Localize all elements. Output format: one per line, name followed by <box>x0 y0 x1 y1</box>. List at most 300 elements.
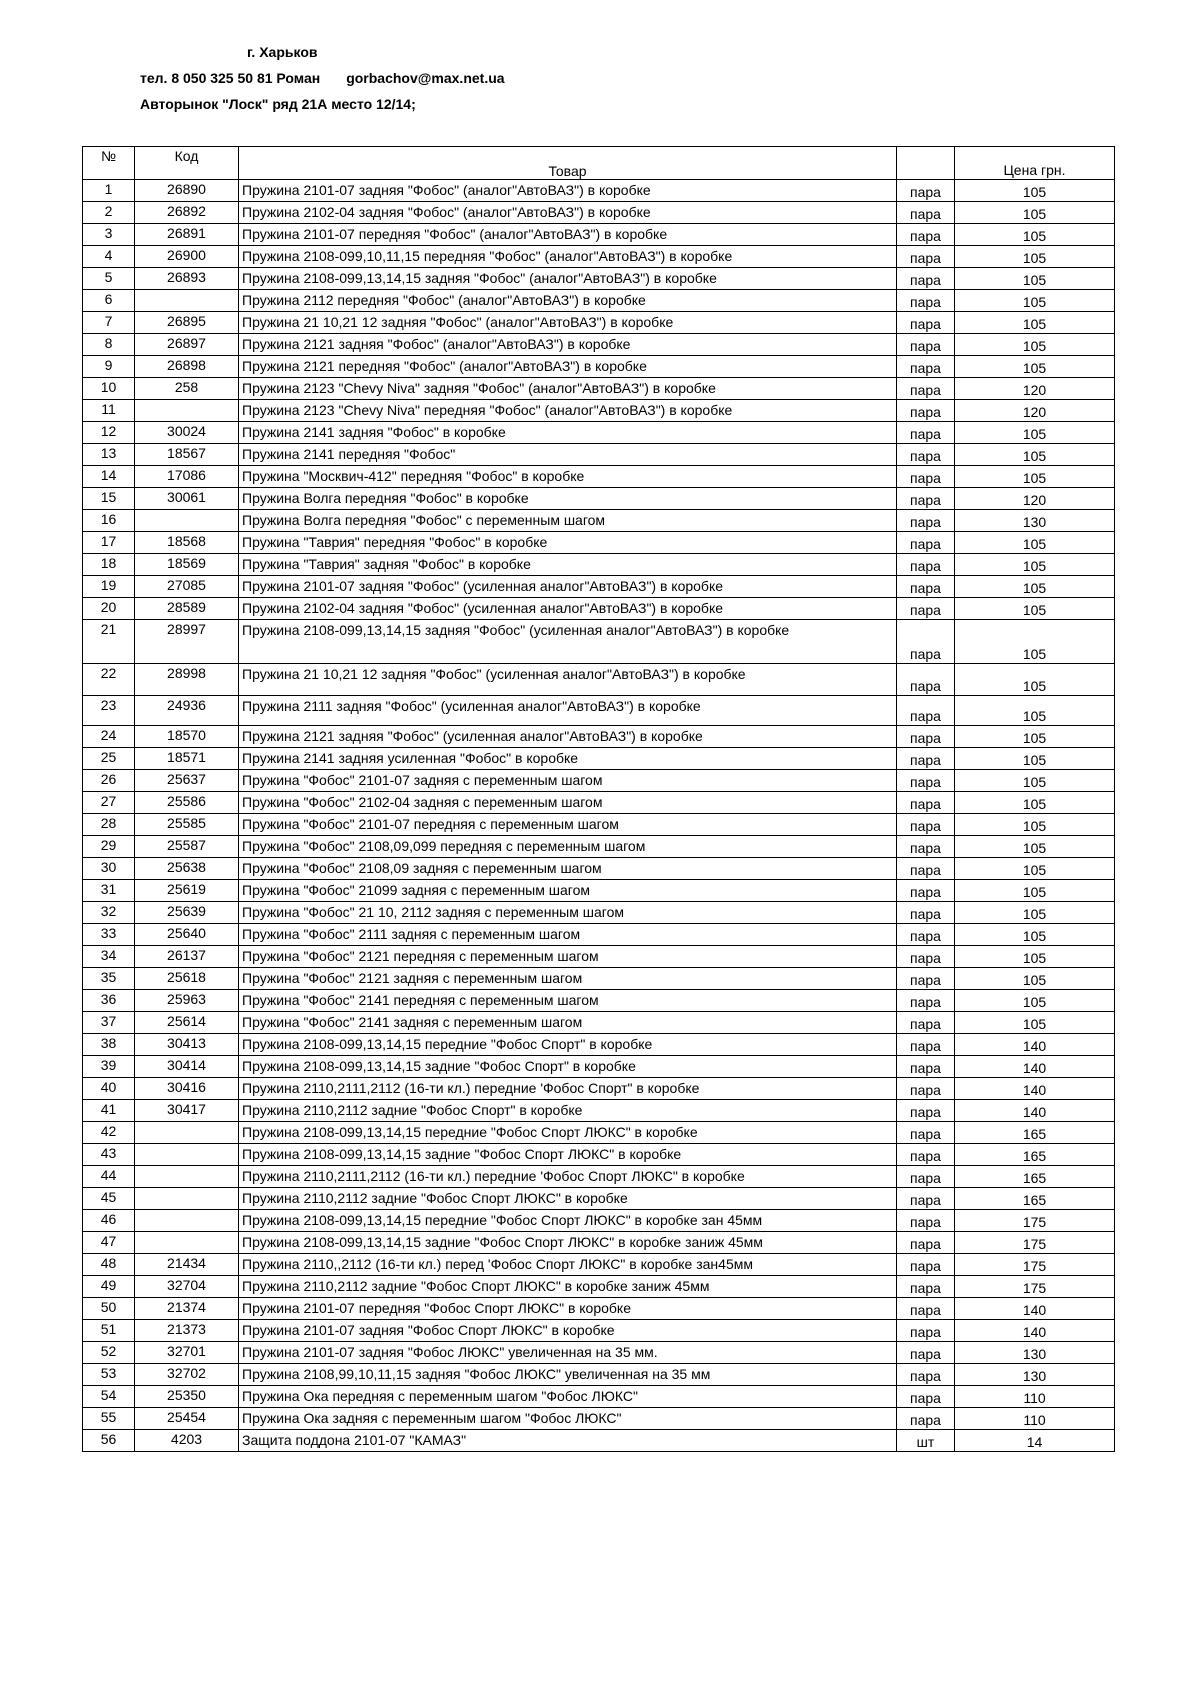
cell-unit: пара <box>897 814 955 836</box>
cell-code: 25963 <box>135 990 239 1012</box>
cell-num: 4 <box>83 246 135 268</box>
cell-code: 28997 <box>135 620 239 664</box>
table-row <box>83 422 1115 444</box>
cell-name: Пружина 2108-099,13,14,15 задняя "Фобос" (усиленная аналог"АвтоВАЗ") в коробке <box>239 620 897 664</box>
cell-num: 47 <box>83 1232 135 1254</box>
cell-name: Пружина 2101-07 задняя "Фобос ЛЮКС" увеличенная на 35 мм. <box>239 1342 897 1364</box>
table-row <box>83 1144 1115 1166</box>
cell-unit: пара <box>897 1298 955 1320</box>
table-row <box>83 202 1115 224</box>
cell-price: 105 <box>955 814 1115 836</box>
cell-unit: пара <box>897 444 955 466</box>
cell-num: 39 <box>83 1056 135 1078</box>
table-row <box>83 312 1115 334</box>
cell-unit: пара <box>897 1034 955 1056</box>
table-header-row <box>83 147 1115 180</box>
cell-num: 24 <box>83 726 135 748</box>
cell-code: 18570 <box>135 726 239 748</box>
cell-name: Пружина 2121 передняя "Фобос" (аналог"АвтоВАЗ") в коробке <box>239 356 897 378</box>
cell-name: Пружина 2102-04 задняя "Фобос" (аналог"АвтоВАЗ") в коробке <box>239 202 897 224</box>
cell-code: 25640 <box>135 924 239 946</box>
table-row <box>83 510 1115 532</box>
cell-unit: пара <box>897 1012 955 1034</box>
table-row <box>83 378 1115 400</box>
cell-code: 21373 <box>135 1320 239 1342</box>
table-row <box>83 696 1115 726</box>
cell-price: 130 <box>955 510 1115 532</box>
table-row <box>83 1034 1115 1056</box>
table-row <box>83 1100 1115 1122</box>
cell-num: 37 <box>83 1012 135 1034</box>
cell-name: Пружина 2110,2111,2112 (16-ти кл.) передние 'Фобос Спорт ЛЮКС" в коробке <box>239 1166 897 1188</box>
cell-price: 105 <box>955 924 1115 946</box>
cell-price: 110 <box>955 1386 1115 1408</box>
table-row <box>83 554 1115 576</box>
cell-code <box>135 290 239 312</box>
table-row <box>83 770 1115 792</box>
cell-num: 26 <box>83 770 135 792</box>
cell-price: 105 <box>955 748 1115 770</box>
cell-price: 105 <box>955 576 1115 598</box>
cell-num: 56 <box>83 1430 135 1452</box>
col-header-num: № <box>83 147 135 180</box>
cell-code: 30413 <box>135 1034 239 1056</box>
cell-code: 30416 <box>135 1078 239 1100</box>
cell-unit: пара <box>897 1342 955 1364</box>
cell-unit: пара <box>897 1254 955 1276</box>
cell-code: 26893 <box>135 268 239 290</box>
cell-unit: пара <box>897 422 955 444</box>
cell-name: Пружина Волга передняя "Фобос" с переменным шагом <box>239 510 897 532</box>
cell-price: 105 <box>955 202 1115 224</box>
cell-num: 54 <box>83 1386 135 1408</box>
table-row <box>83 880 1115 902</box>
cell-unit: пара <box>897 1188 955 1210</box>
cell-price: 105 <box>955 290 1115 312</box>
table-row <box>83 968 1115 990</box>
cell-num: 19 <box>83 576 135 598</box>
cell-code: 25638 <box>135 858 239 880</box>
cell-code: 32701 <box>135 1342 239 1364</box>
cell-code: 30414 <box>135 1056 239 1078</box>
cell-unit: пара <box>897 1408 955 1430</box>
cell-name: Пружина "Фобос" 2101-07 передняя с переменным шагом <box>239 814 897 836</box>
cell-unit: пара <box>897 858 955 880</box>
cell-name: Пружина Волга передняя "Фобос" в коробке <box>239 488 897 510</box>
cell-unit: пара <box>897 1100 955 1122</box>
cell-price: 165 <box>955 1144 1115 1166</box>
table-row <box>83 1122 1115 1144</box>
cell-unit: пара <box>897 312 955 334</box>
cell-name: Пружина 2108-099,13,14,15 передние "Фобос Спорт" в коробке <box>239 1034 897 1056</box>
cell-code: 26895 <box>135 312 239 334</box>
cell-num: 42 <box>83 1122 135 1144</box>
cell-code: 258 <box>135 378 239 400</box>
cell-price: 165 <box>955 1166 1115 1188</box>
cell-name: Пружина 2112 передняя "Фобос" (аналог"АвтоВАЗ") в коробке <box>239 290 897 312</box>
table-row <box>83 1298 1115 1320</box>
cell-num: 5 <box>83 268 135 290</box>
cell-code <box>135 1144 239 1166</box>
col-header-code: Код <box>135 147 239 180</box>
cell-num: 48 <box>83 1254 135 1276</box>
cell-code <box>135 510 239 532</box>
cell-name: Пружина 2110,2112 задние "Фобос Спорт ЛЮКС" в коробке заниж 45мм <box>239 1276 897 1298</box>
cell-price: 120 <box>955 488 1115 510</box>
cell-price: 105 <box>955 696 1115 726</box>
cell-name: Пружина "Фобос" 2121 задняя с переменным шагом <box>239 968 897 990</box>
cell-name: Пружина 2110,2112 задние "Фобос Спорт" в коробке <box>239 1100 897 1122</box>
cell-unit: пара <box>897 880 955 902</box>
cell-name: Пружина 2101-07 задняя "Фобос" (аналог"АвтоВАЗ") в коробке <box>239 180 897 202</box>
cell-num: 45 <box>83 1188 135 1210</box>
cell-num: 53 <box>83 1364 135 1386</box>
cell-code: 25639 <box>135 902 239 924</box>
cell-code: 26890 <box>135 180 239 202</box>
table-row <box>83 1430 1115 1452</box>
table-row <box>83 356 1115 378</box>
cell-unit: шт <box>897 1430 955 1452</box>
cell-code: 25350 <box>135 1386 239 1408</box>
cell-num: 7 <box>83 312 135 334</box>
cell-price: 105 <box>955 990 1115 1012</box>
table-row <box>83 268 1115 290</box>
cell-code: 18568 <box>135 532 239 554</box>
cell-name: Пружина 2123 "Chevy Niva" задняя "Фобос" (аналог"АвтоВАЗ") в коробке <box>239 378 897 400</box>
cell-num: 27 <box>83 792 135 814</box>
cell-num: 34 <box>83 946 135 968</box>
cell-name: Пружина 21 10,21 12 задняя "Фобос" (усиленная аналог"АвтоВАЗ") в коробке <box>239 664 897 696</box>
table-row <box>83 1188 1115 1210</box>
table-row <box>83 1408 1115 1430</box>
cell-name: Пружина 2108,99,10,11,15 задняя "Фобос ЛЮКС" увеличенная на 35 мм <box>239 1364 897 1386</box>
cell-price: 140 <box>955 1056 1115 1078</box>
table-row <box>83 946 1115 968</box>
table-row <box>83 290 1115 312</box>
cell-price: 105 <box>955 422 1115 444</box>
cell-code: 26898 <box>135 356 239 378</box>
col-header-name: Товар <box>239 147 897 180</box>
cell-code: 4203 <box>135 1430 239 1452</box>
cell-price: 105 <box>955 356 1115 378</box>
cell-num: 49 <box>83 1276 135 1298</box>
cell-num: 40 <box>83 1078 135 1100</box>
cell-code: 25586 <box>135 792 239 814</box>
cell-num: 15 <box>83 488 135 510</box>
cell-unit: пара <box>897 510 955 532</box>
cell-price: 105 <box>955 902 1115 924</box>
cell-code: 26137 <box>135 946 239 968</box>
cell-code <box>135 400 239 422</box>
cell-name: Пружина 2110,2111,2112 (16-ти кл.) передние 'Фобос Спорт" в коробке <box>239 1078 897 1100</box>
table-row <box>83 1078 1115 1100</box>
cell-price: 175 <box>955 1254 1115 1276</box>
cell-unit: пара <box>897 968 955 990</box>
cell-price: 105 <box>955 268 1115 290</box>
cell-num: 31 <box>83 880 135 902</box>
cell-name: Защита поддона 2101-07 "КАМАЗ" <box>239 1430 897 1452</box>
cell-price: 110 <box>955 1408 1115 1430</box>
header-address: Авторынок "Лоск" ряд 21А место 12/14; <box>140 96 416 112</box>
table-row <box>83 1342 1115 1364</box>
header-contacts <box>140 70 505 86</box>
cell-name: Пружина 2123 "Chevy Niva" передняя "Фобос" (аналог"АвтоВАЗ") в коробке <box>239 400 897 422</box>
cell-unit: пара <box>897 792 955 814</box>
cell-unit: пара <box>897 532 955 554</box>
cell-num: 8 <box>83 334 135 356</box>
table-row <box>83 466 1115 488</box>
table-row <box>83 836 1115 858</box>
cell-num: 55 <box>83 1408 135 1430</box>
cell-name: Пружина 2108-099,10,11,15 передняя "Фобос" (аналог"АвтоВАЗ") в коробке <box>239 246 897 268</box>
cell-num: 21 <box>83 620 135 664</box>
cell-price: 105 <box>955 880 1115 902</box>
cell-code: 30417 <box>135 1100 239 1122</box>
cell-name: Пружина 2110,,2112 (16-ти кл.) перед 'Фобос Спорт ЛЮКС" в коробке зан45мм <box>239 1254 897 1276</box>
table-row <box>83 1232 1115 1254</box>
cell-unit: пара <box>897 554 955 576</box>
cell-unit: пара <box>897 246 955 268</box>
cell-price: 130 <box>955 1364 1115 1386</box>
cell-unit: пара <box>897 696 955 726</box>
table-row <box>83 1166 1115 1188</box>
cell-code: 25619 <box>135 880 239 902</box>
table-row <box>83 598 1115 620</box>
cell-unit: пара <box>897 1056 955 1078</box>
cell-unit: пара <box>897 1166 955 1188</box>
cell-code: 25454 <box>135 1408 239 1430</box>
table-row <box>83 902 1115 924</box>
table-row <box>83 1012 1115 1034</box>
cell-unit: пара <box>897 1210 955 1232</box>
cell-num: 10 <box>83 378 135 400</box>
table-row <box>83 488 1115 510</box>
table-row <box>83 532 1115 554</box>
cell-unit: пара <box>897 924 955 946</box>
cell-price: 175 <box>955 1232 1115 1254</box>
cell-num: 46 <box>83 1210 135 1232</box>
cell-unit: пара <box>897 1144 955 1166</box>
cell-price: 105 <box>955 466 1115 488</box>
cell-name: Пружина 2121 задняя "Фобос" (усиленная аналог"АвтоВАЗ") в коробке <box>239 726 897 748</box>
cell-code: 27085 <box>135 576 239 598</box>
cell-num: 36 <box>83 990 135 1012</box>
header-phone: тел. 8 050 325 50 81 Роман <box>140 70 321 86</box>
cell-num: 16 <box>83 510 135 532</box>
cell-num: 28 <box>83 814 135 836</box>
cell-price: 165 <box>955 1188 1115 1210</box>
cell-name: Пружина "Фобос" 2121 передняя с переменным шагом <box>239 946 897 968</box>
cell-name: Пружина Ока передняя с переменным шагом "Фобос ЛЮКС" <box>239 1386 897 1408</box>
cell-name: Пружина "Фобос" 2108,09 задняя с переменным шагом <box>239 858 897 880</box>
cell-code: 28998 <box>135 664 239 696</box>
cell-price: 120 <box>955 378 1115 400</box>
cell-price: 105 <box>955 858 1115 880</box>
cell-name: Пружина "Москвич-412" передняя "Фобос" в коробке <box>239 466 897 488</box>
cell-price: 105 <box>955 968 1115 990</box>
cell-code: 25637 <box>135 770 239 792</box>
cell-num: 29 <box>83 836 135 858</box>
price-table <box>82 146 1115 1452</box>
cell-price: 105 <box>955 836 1115 858</box>
cell-num: 17 <box>83 532 135 554</box>
cell-code: 25587 <box>135 836 239 858</box>
cell-price: 140 <box>955 1078 1115 1100</box>
cell-code: 18571 <box>135 748 239 770</box>
cell-unit: пара <box>897 1122 955 1144</box>
cell-unit: пара <box>897 1386 955 1408</box>
table-row <box>83 1276 1115 1298</box>
cell-price: 105 <box>955 1012 1115 1034</box>
cell-code <box>135 1232 239 1254</box>
cell-name: Пружина "Фобос" 2102-04 задняя с переменным шагом <box>239 792 897 814</box>
cell-num: 2 <box>83 202 135 224</box>
cell-price: 14 <box>955 1430 1115 1452</box>
table-row <box>83 1320 1115 1342</box>
cell-num: 33 <box>83 924 135 946</box>
cell-num: 3 <box>83 224 135 246</box>
cell-unit: пара <box>897 224 955 246</box>
cell-unit: пара <box>897 1232 955 1254</box>
cell-unit: пара <box>897 946 955 968</box>
header-city: г. Харьков <box>247 44 318 60</box>
cell-num: 52 <box>83 1342 135 1364</box>
cell-price: 105 <box>955 792 1115 814</box>
cell-name: Пружина "Таврия" передняя "Фобос" в коробке <box>239 532 897 554</box>
cell-name: Пружина 2141 передняя "Фобос" <box>239 444 897 466</box>
cell-num: 25 <box>83 748 135 770</box>
cell-price: 175 <box>955 1210 1115 1232</box>
col-header-price: Цена грн. <box>955 147 1115 180</box>
table-row <box>83 444 1115 466</box>
cell-name: Пружина "Фобос" 21 10, 2112 задняя с переменным шагом <box>239 902 897 924</box>
cell-unit: пара <box>897 268 955 290</box>
table-row <box>83 400 1115 422</box>
col-header-unit <box>897 147 955 180</box>
cell-price: 105 <box>955 664 1115 696</box>
cell-name: Пружина 2108-099,13,14,15 передние "Фобос Спорт ЛЮКС" в коробке зан 45мм <box>239 1210 897 1232</box>
cell-price: 105 <box>955 726 1115 748</box>
cell-name: Пружина "Фобос" 2141 передняя с переменным шагом <box>239 990 897 1012</box>
cell-unit: пара <box>897 356 955 378</box>
cell-price: 165 <box>955 1122 1115 1144</box>
cell-code: 25585 <box>135 814 239 836</box>
table-row <box>83 858 1115 880</box>
cell-code: 26900 <box>135 246 239 268</box>
cell-price: 105 <box>955 224 1115 246</box>
table-row <box>83 792 1115 814</box>
cell-unit: пара <box>897 664 955 696</box>
cell-code: 26891 <box>135 224 239 246</box>
cell-price: 120 <box>955 400 1115 422</box>
table-row <box>83 180 1115 202</box>
cell-code: 28589 <box>135 598 239 620</box>
cell-price: 105 <box>955 334 1115 356</box>
cell-name: Пружина 2108-099,13,14,15 задние "Фобос Спорт" в коробке <box>239 1056 897 1078</box>
cell-name: Пружина 2121 задняя "Фобос" (аналог"АвтоВАЗ") в коробке <box>239 334 897 356</box>
cell-unit: пара <box>897 726 955 748</box>
cell-unit: пара <box>897 576 955 598</box>
cell-num: 38 <box>83 1034 135 1056</box>
cell-name: Пружина "Фобос" 2101-07 задняя с переменным шагом <box>239 770 897 792</box>
cell-num: 44 <box>83 1166 135 1188</box>
cell-num: 22 <box>83 664 135 696</box>
cell-num: 50 <box>83 1298 135 1320</box>
cell-code: 26897 <box>135 334 239 356</box>
cell-unit: пара <box>897 990 955 1012</box>
cell-price: 140 <box>955 1298 1115 1320</box>
cell-code <box>135 1188 239 1210</box>
cell-name: Пружина 2102-04 задняя "Фобос" (усиленная аналог"АвтоВАЗ") в коробке <box>239 598 897 620</box>
cell-price: 175 <box>955 1276 1115 1298</box>
cell-num: 11 <box>83 400 135 422</box>
cell-price: 105 <box>955 532 1115 554</box>
cell-num: 43 <box>83 1144 135 1166</box>
cell-code: 32702 <box>135 1364 239 1386</box>
table-row <box>83 1364 1115 1386</box>
cell-name: Пружина 2108-099,13,14,15 задние "Фобос Спорт ЛЮКС" в коробке заниж 45мм <box>239 1232 897 1254</box>
cell-unit: пара <box>897 488 955 510</box>
cell-price: 105 <box>955 312 1115 334</box>
cell-unit: пара <box>897 598 955 620</box>
cell-name: Пружина "Фобос" 21099 задняя с переменным шагом <box>239 880 897 902</box>
cell-name: Пружина 2141 задняя "Фобос" в коробке <box>239 422 897 444</box>
cell-code: 17086 <box>135 466 239 488</box>
cell-price: 105 <box>955 554 1115 576</box>
cell-num: 32 <box>83 902 135 924</box>
cell-code: 18567 <box>135 444 239 466</box>
cell-name: Пружина 2141 задняя усиленная "Фобос" в коробке <box>239 748 897 770</box>
cell-price: 105 <box>955 770 1115 792</box>
cell-code: 18569 <box>135 554 239 576</box>
cell-num: 14 <box>83 466 135 488</box>
cell-unit: пара <box>897 1276 955 1298</box>
cell-name: Пружина 2111 задняя "Фобос" (усиленная аналог"АвтоВАЗ") в коробке <box>239 696 897 726</box>
table-row <box>83 664 1115 696</box>
cell-unit: пара <box>897 620 955 664</box>
cell-num: 12 <box>83 422 135 444</box>
table-row <box>83 990 1115 1012</box>
cell-unit: пара <box>897 290 955 312</box>
cell-name: Пружина "Фобос" 2108,09,099 передняя с переменным шагом <box>239 836 897 858</box>
cell-name: Пружина 2101-07 задняя "Фобос Спорт ЛЮКС" в коробке <box>239 1320 897 1342</box>
cell-unit: пара <box>897 1364 955 1386</box>
cell-code <box>135 1166 239 1188</box>
cell-name: Пружина 2108-099,13,14,15 задние "Фобос Спорт ЛЮКС" в коробке <box>239 1144 897 1166</box>
cell-num: 30 <box>83 858 135 880</box>
cell-name: Пружина Ока задняя с переменным шагом "Фобос ЛЮКС" <box>239 1408 897 1430</box>
cell-unit: пара <box>897 902 955 924</box>
cell-unit: пара <box>897 202 955 224</box>
cell-num: 18 <box>83 554 135 576</box>
cell-num: 41 <box>83 1100 135 1122</box>
cell-price: 105 <box>955 598 1115 620</box>
cell-name: Пружина "Таврия" задняя "Фобос" в коробке <box>239 554 897 576</box>
cell-unit: пара <box>897 378 955 400</box>
cell-price: 105 <box>955 946 1115 968</box>
cell-num: 13 <box>83 444 135 466</box>
cell-unit: пара <box>897 770 955 792</box>
table-row <box>83 620 1115 664</box>
cell-code: 25614 <box>135 1012 239 1034</box>
cell-num: 6 <box>83 290 135 312</box>
table-row <box>83 1210 1115 1232</box>
table-row <box>83 924 1115 946</box>
cell-price: 105 <box>955 620 1115 664</box>
cell-name: Пружина 2101-07 задняя "Фобос" (усиленная аналог"АвтоВАЗ") в коробке <box>239 576 897 598</box>
table-row <box>83 576 1115 598</box>
cell-name: Пружина "Фобос" 2111 задняя с переменным шагом <box>239 924 897 946</box>
